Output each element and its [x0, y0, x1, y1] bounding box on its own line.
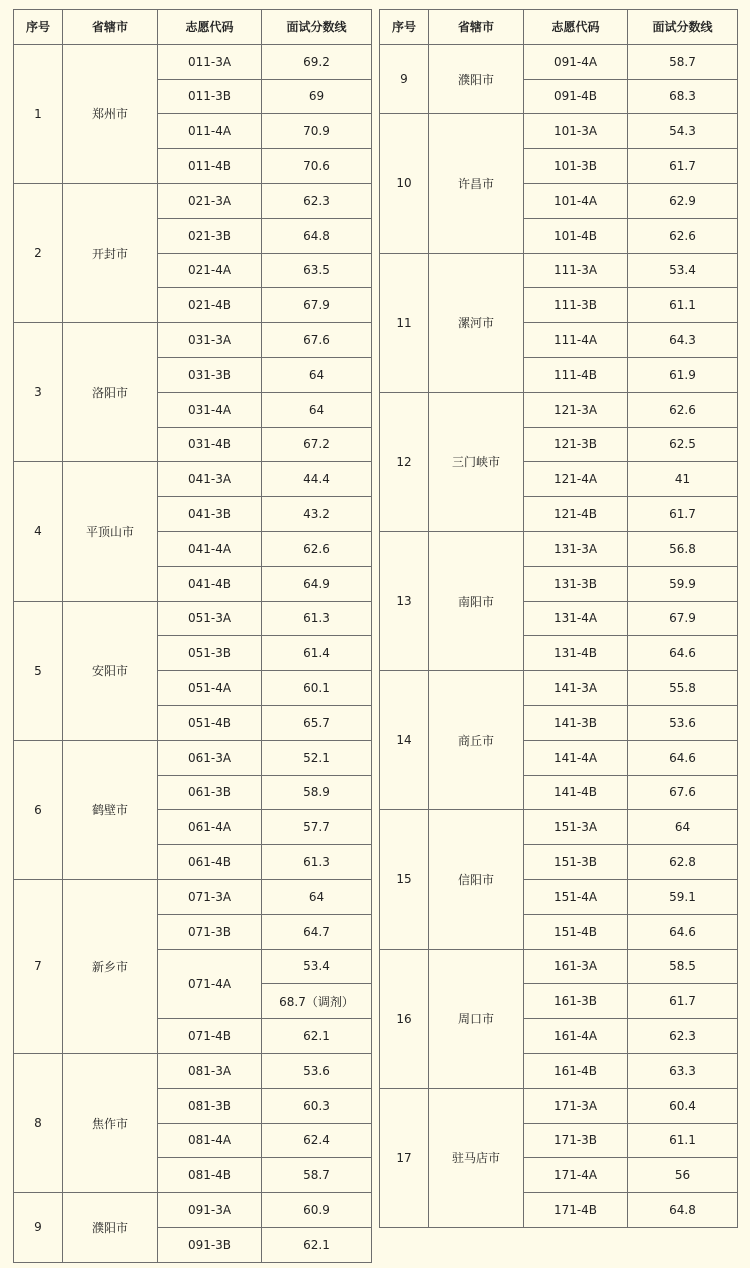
city-cell: 焦作市	[63, 1053, 158, 1192]
city-cell: 漯河市	[429, 253, 524, 392]
code-cell: 121-3B	[524, 427, 628, 462]
code-cell: 031-4B	[158, 427, 262, 462]
score-cell: 56	[628, 1158, 738, 1193]
code-cell: 151-4A	[524, 879, 628, 914]
score-cell: 60.3	[262, 1088, 372, 1123]
score-cell: 70.9	[262, 114, 372, 149]
city-cell: 安阳市	[63, 601, 158, 740]
score-cell: 60.1	[262, 671, 372, 706]
score-cell: 61.1	[628, 288, 738, 323]
table-row	[380, 114, 738, 149]
code-cell: 111-3A	[524, 253, 628, 288]
code-cell: 101-4A	[524, 183, 628, 218]
table-row	[380, 44, 738, 79]
table-row	[14, 601, 372, 636]
score-cell: 61.3	[262, 601, 372, 636]
score-table-left	[13, 9, 372, 1263]
header-city: 省辖市	[63, 10, 158, 45]
city-cell: 开封市	[63, 183, 158, 322]
header-code: 志愿代码	[158, 10, 262, 45]
seq-cell: 6	[14, 740, 63, 879]
code-cell: 011-4B	[158, 149, 262, 184]
table-row	[380, 392, 738, 427]
score-cell: 62.6	[262, 531, 372, 566]
score-cell: 62.3	[628, 1019, 738, 1054]
code-cell: 031-3B	[158, 357, 262, 392]
table-row	[380, 671, 738, 706]
code-cell: 121-4B	[524, 497, 628, 532]
score-cell: 61.9	[628, 357, 738, 392]
code-cell: 081-4A	[158, 1123, 262, 1158]
seq-cell: 13	[380, 531, 429, 670]
score-cell: 64.7	[262, 914, 372, 949]
code-cell: 041-4A	[158, 531, 262, 566]
header-code: 志愿代码	[524, 10, 628, 45]
score-cell: 44.4	[262, 462, 372, 497]
code-cell: 101-4B	[524, 218, 628, 253]
code-cell: 061-4A	[158, 810, 262, 845]
score-cell: 58.7	[262, 1158, 372, 1193]
code-cell: 121-4A	[524, 462, 628, 497]
code-cell: 131-4A	[524, 601, 628, 636]
score-cell: 55.8	[628, 671, 738, 706]
code-cell: 071-3A	[158, 879, 262, 914]
seq-cell: 17	[380, 1088, 429, 1227]
code-cell: 021-3A	[158, 183, 262, 218]
score-cell: 64.6	[628, 740, 738, 775]
score-cell: 61.7	[628, 497, 738, 532]
seq-cell: 4	[14, 462, 63, 601]
code-cell: 041-4B	[158, 566, 262, 601]
table-row	[380, 949, 738, 984]
score-cell: 59.1	[628, 879, 738, 914]
code-cell: 091-3B	[158, 1227, 262, 1262]
code-cell: 011-3B	[158, 79, 262, 114]
header-row	[380, 10, 738, 45]
table-row	[14, 44, 372, 79]
score-cell: 70.6	[262, 149, 372, 184]
score-cell: 64.6	[628, 636, 738, 671]
score-cell: 61.7	[628, 984, 738, 1019]
table-row	[14, 1053, 372, 1088]
code-cell: 141-3B	[524, 705, 628, 740]
code-cell: 111-3B	[524, 288, 628, 323]
seq-cell: 14	[380, 671, 429, 810]
city-cell: 洛阳市	[63, 323, 158, 462]
header-seq: 序号	[14, 10, 63, 45]
code-cell: 151-3B	[524, 845, 628, 880]
seq-cell: 2	[14, 183, 63, 322]
code-cell: 081-4B	[158, 1158, 262, 1193]
score-cell: 53.4	[628, 253, 738, 288]
score-cell: 62.1	[262, 1227, 372, 1262]
score-cell: 62.1	[262, 1019, 372, 1054]
score-cell: 67.9	[628, 601, 738, 636]
score-cell: 59.9	[628, 566, 738, 601]
score-cell: 62.3	[262, 183, 372, 218]
city-cell: 郑州市	[63, 44, 158, 183]
score-cell: 53.4	[262, 949, 372, 984]
code-cell: 151-3A	[524, 810, 628, 845]
seq-cell: 15	[380, 810, 429, 949]
city-cell: 商丘市	[429, 671, 524, 810]
code-cell: 141-4B	[524, 775, 628, 810]
code-cell: 031-4A	[158, 392, 262, 427]
table-body	[14, 44, 372, 1262]
seq-cell: 11	[380, 253, 429, 392]
score-cell: 57.7	[262, 810, 372, 845]
seq-cell: 5	[14, 601, 63, 740]
city-cell: 信阳市	[429, 810, 524, 949]
code-cell: 091-4B	[524, 79, 628, 114]
score-cell: 56.8	[628, 531, 738, 566]
code-cell: 171-3B	[524, 1123, 628, 1158]
score-cell: 62.6	[628, 218, 738, 253]
seq-cell: 16	[380, 949, 429, 1088]
seq-cell: 8	[14, 1053, 63, 1192]
score-cell: 60.9	[262, 1193, 372, 1228]
table-row	[380, 810, 738, 845]
header-seq: 序号	[380, 10, 429, 45]
code-cell: 161-4A	[524, 1019, 628, 1054]
code-cell: 071-3B	[158, 914, 262, 949]
score-cell: 64.6	[628, 914, 738, 949]
code-cell: 071-4A	[158, 949, 262, 1019]
city-cell: 南阳市	[429, 531, 524, 670]
score-cell: 62.6	[628, 392, 738, 427]
seq-cell: 12	[380, 392, 429, 531]
code-cell: 021-4B	[158, 288, 262, 323]
score-table-right	[379, 9, 738, 1228]
code-cell: 131-3B	[524, 566, 628, 601]
score-cell: 64.3	[628, 323, 738, 358]
score-cell: 63.5	[262, 253, 372, 288]
score-cell: 64	[262, 392, 372, 427]
code-cell: 171-3A	[524, 1088, 628, 1123]
score-cell: 64.8	[628, 1193, 738, 1228]
city-cell: 周口市	[429, 949, 524, 1088]
header-city: 省辖市	[429, 10, 524, 45]
code-cell: 041-3A	[158, 462, 262, 497]
score-cell: 54.3	[628, 114, 738, 149]
city-cell: 濮阳市	[63, 1193, 158, 1263]
header-score: 面试分数线	[262, 10, 372, 45]
score-cell: 64	[262, 357, 372, 392]
table-row	[14, 462, 372, 497]
score-cell: 64	[628, 810, 738, 845]
score-cell: 69.2	[262, 44, 372, 79]
code-cell: 051-4B	[158, 705, 262, 740]
code-cell: 051-3A	[158, 601, 262, 636]
code-cell: 121-3A	[524, 392, 628, 427]
code-cell: 161-3B	[524, 984, 628, 1019]
score-cell: 67.2	[262, 427, 372, 462]
score-cell: 58.9	[262, 775, 372, 810]
seq-cell: 7	[14, 879, 63, 1053]
code-cell: 101-3B	[524, 149, 628, 184]
score-cell: 64	[262, 879, 372, 914]
code-cell: 021-3B	[158, 218, 262, 253]
seq-cell: 10	[380, 114, 429, 253]
score-cell: 65.7	[262, 705, 372, 740]
code-cell: 091-3A	[158, 1193, 262, 1228]
city-cell: 濮阳市	[429, 44, 524, 114]
score-cell: 64.8	[262, 218, 372, 253]
score-cell: 67.6	[628, 775, 738, 810]
code-cell: 151-4B	[524, 914, 628, 949]
score-cell: 52.1	[262, 740, 372, 775]
city-cell: 新乡市	[63, 879, 158, 1053]
score-cell: 61.7	[628, 149, 738, 184]
score-cell: 63.3	[628, 1053, 738, 1088]
code-cell: 061-4B	[158, 845, 262, 880]
score-cell: 61.1	[628, 1123, 738, 1158]
score-cell: 58.5	[628, 949, 738, 984]
score-cell: 68.3	[628, 79, 738, 114]
code-cell: 051-3B	[158, 636, 262, 671]
header-row	[14, 10, 372, 45]
score-cell: 62.8	[628, 845, 738, 880]
header-score: 面试分数线	[628, 10, 738, 45]
table-row	[380, 253, 738, 288]
city-cell: 鹤壁市	[63, 740, 158, 879]
code-cell: 161-4B	[524, 1053, 628, 1088]
code-cell: 131-3A	[524, 531, 628, 566]
code-cell: 011-4A	[158, 114, 262, 149]
code-cell: 111-4B	[524, 357, 628, 392]
code-cell: 051-4A	[158, 671, 262, 706]
score-cell: 43.2	[262, 497, 372, 532]
score-cell: 62.9	[628, 183, 738, 218]
score-cell: 53.6	[628, 705, 738, 740]
code-cell: 171-4B	[524, 1193, 628, 1228]
code-cell: 071-4B	[158, 1019, 262, 1054]
score-cell: 61.3	[262, 845, 372, 880]
code-cell: 081-3B	[158, 1088, 262, 1123]
code-cell: 081-3A	[158, 1053, 262, 1088]
code-cell: 061-3B	[158, 775, 262, 810]
city-cell: 许昌市	[429, 114, 524, 253]
code-cell: 101-3A	[524, 114, 628, 149]
code-cell: 021-4A	[158, 253, 262, 288]
table-row	[14, 1193, 372, 1228]
code-cell: 041-3B	[158, 497, 262, 532]
score-cell: 62.5	[628, 427, 738, 462]
code-cell: 161-3A	[524, 949, 628, 984]
score-cell: 67.9	[262, 288, 372, 323]
score-cell: 68.7（调剂）	[262, 984, 372, 1019]
code-cell: 111-4A	[524, 323, 628, 358]
score-cell: 62.4	[262, 1123, 372, 1158]
score-cell: 61.4	[262, 636, 372, 671]
code-cell: 011-3A	[158, 44, 262, 79]
table-row	[14, 323, 372, 358]
score-cell: 69	[262, 79, 372, 114]
seq-cell: 3	[14, 323, 63, 462]
city-cell: 平顶山市	[63, 462, 158, 601]
score-cell: 60.4	[628, 1088, 738, 1123]
score-cell: 53.6	[262, 1053, 372, 1088]
table-row	[380, 531, 738, 566]
code-cell: 141-4A	[524, 740, 628, 775]
code-cell: 171-4A	[524, 1158, 628, 1193]
score-cell: 67.6	[262, 323, 372, 358]
code-cell: 091-4A	[524, 44, 628, 79]
table-row	[14, 183, 372, 218]
city-cell: 三门峡市	[429, 392, 524, 531]
seq-cell: 9	[380, 44, 429, 114]
code-cell: 131-4B	[524, 636, 628, 671]
table-body	[380, 44, 738, 1227]
code-cell: 061-3A	[158, 740, 262, 775]
table-row	[14, 740, 372, 775]
code-cell: 141-3A	[524, 671, 628, 706]
seq-cell: 1	[14, 44, 63, 183]
code-cell: 031-3A	[158, 323, 262, 358]
seq-cell: 9	[14, 1193, 63, 1263]
table-row	[380, 1088, 738, 1123]
city-cell: 驻马店市	[429, 1088, 524, 1227]
score-cell: 58.7	[628, 44, 738, 79]
table-row	[14, 879, 372, 914]
score-cell: 41	[628, 462, 738, 497]
score-cell: 64.9	[262, 566, 372, 601]
